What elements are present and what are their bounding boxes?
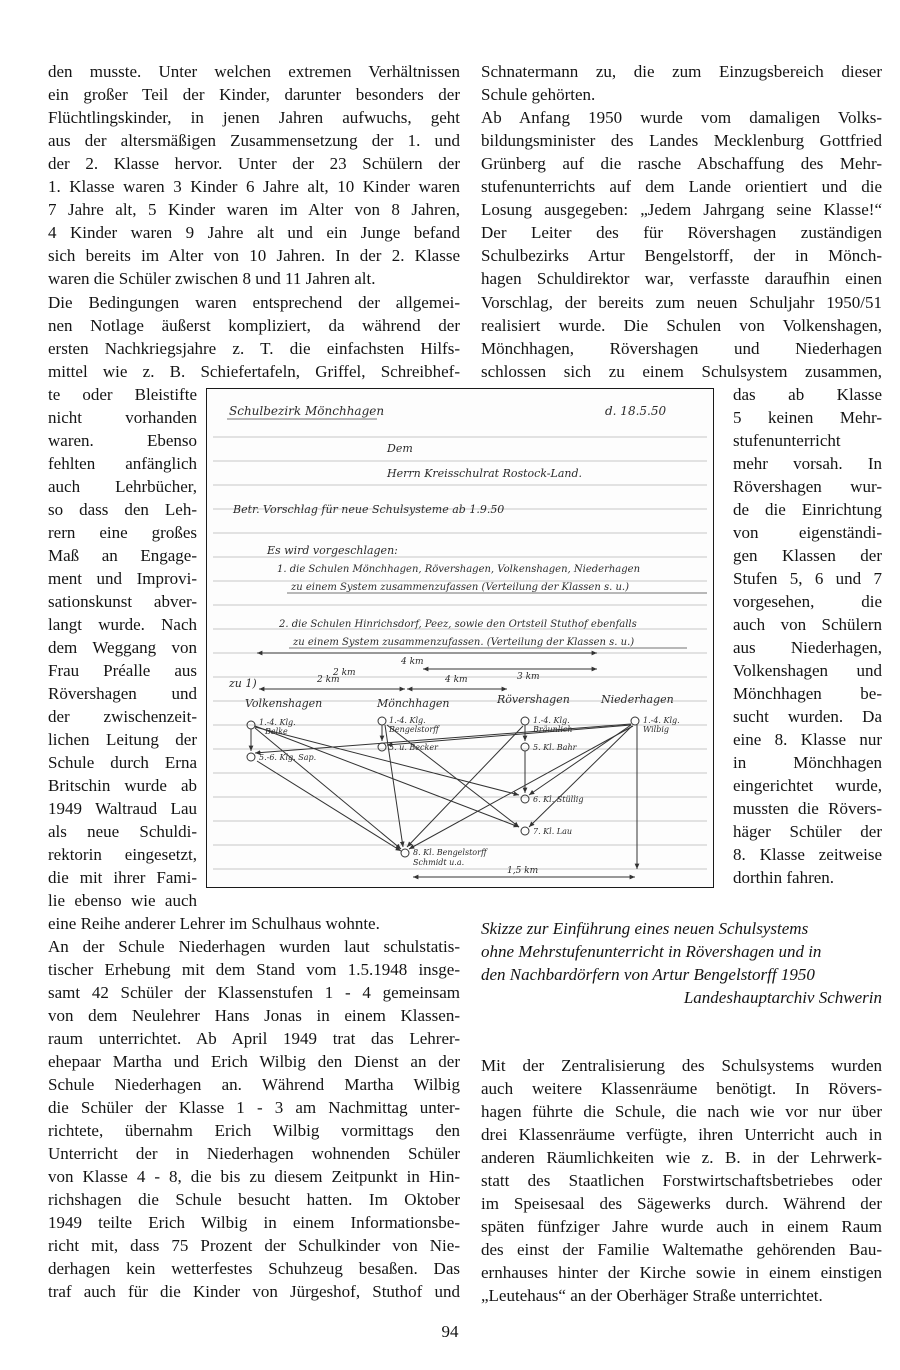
sketch-node-label: 5. Kl. Bahr — [533, 743, 577, 752]
text-line: raum unterrichtet. Ab April 1949 trat das Lehrer- — [48, 1029, 460, 1048]
sketch-node-label: 7. Kl. Lau — [533, 827, 573, 836]
text-line: Der Leiter des für Rövershagen zuständigen — [481, 223, 882, 242]
text-line: auch von Schülern — [733, 615, 882, 634]
text-line: als neue Schuldi- — [48, 822, 197, 841]
sketch-item2-line1: 2. die Schulen Hinrichsdorf, Peez, sowie den Ortsteil Stuthof ebenfalls — [279, 619, 637, 630]
text-line: die Schüler der Klasse 1 - 3 am Nachmittag unter- — [48, 1098, 460, 1117]
sketch-distance: 1,5 km — [507, 866, 539, 876]
text-line: 5 keinen Mehr- — [733, 408, 882, 427]
text-line: schlossen sich zu einem Schulsystem zusammen, — [481, 362, 882, 381]
text-line: ein großer Teil der Kinder, darunter besonders der — [48, 85, 460, 104]
text-line: „Leutehaus“ an der Oberhäger Straße unterrichtet. — [481, 1286, 823, 1305]
text-line: der 2. Klasse hervor. Unter der 23 Schülern der — [48, 154, 460, 173]
text-line: des einst der Familie Waltemathe gehörenden Bau- — [481, 1240, 882, 1259]
text-line: Schulbezirks Artur Bengelstorff, der in Mönch- — [481, 246, 882, 265]
text-line: Ab Anfang 1950 wurde vom damaligen Volks- — [481, 108, 882, 127]
text-line: anderen Räumlichkeiten wie z. B. in der Lehrwerk- — [481, 1148, 882, 1167]
text-line: 4 Kinder waren 9 Jahre alt und ein Junge befand — [48, 223, 460, 242]
text-line: Schule durch Erna — [48, 753, 197, 772]
text-line: ersten Nachkriegsjahre z. T. die einfachsten Hilfs- — [48, 339, 460, 358]
text-line: An der Schule Niederhagen wurden laut schulstatis- — [48, 937, 460, 956]
sketch-village-niederhagen: Niederhagen — [601, 693, 674, 706]
text-line: der zwischenzeit- — [48, 707, 197, 726]
text-line: Grünberg auf die rasche Abschaffung des Mehr- — [481, 154, 882, 173]
text-line: nicht vorhanden — [48, 408, 197, 427]
text-line: samt 42 Schüler der Klassenstufen 1 - 4 gemeinsam — [48, 983, 460, 1002]
text-line: rektorin eingesetzt, — [48, 845, 197, 864]
sketch-item1-line2: zu einem System zusammenzufassen (Verteilung der Klassen s. u.) — [291, 582, 629, 593]
text-line: waren. Ebenso — [48, 431, 197, 450]
text-line: bildungsminister des Landes Mecklenburg Gottfried — [481, 131, 882, 150]
text-line: Schnatermann zu, die zum Einzugsbereich dieser — [481, 62, 882, 81]
text-line: Frau Préalle aus — [48, 661, 197, 680]
sketch-node-label: 8. Kl. Bengelstorff — [413, 848, 487, 857]
archive-sketch-image — [206, 388, 714, 888]
text-line: hagen führte die Schule, die nach wie vor nur über — [481, 1102, 882, 1121]
sketch-proposal-intro: Es wird vorgeschlagen: — [267, 544, 398, 557]
text-line: tischer Erhebung mit dem Stand vom 1.5.1948 insge- — [48, 960, 460, 979]
text-line: stufenunterricht — [733, 431, 841, 450]
sketch-distance: 2 km — [333, 668, 356, 678]
text-line: auch Lehrbücher, — [48, 477, 197, 496]
text-line: in Mönchhagen — [733, 753, 882, 772]
sketch-node-label: 5.-6. Klg. Sap. — [259, 753, 317, 762]
text-line: die mit ihrer Fami- — [48, 868, 197, 887]
sketch-distance: 4 km — [445, 675, 468, 685]
caption-line: Skizze zur Einführung eines neuen Schulsystems — [481, 919, 809, 938]
sketch-node-label: 1.-4. Klg. — [533, 716, 570, 725]
text-line: de die Einrichtung — [733, 500, 882, 519]
text-line: sucht wurden. Da — [733, 707, 882, 726]
text-line: ehepaar Martha und Erich Wilbig den Dienst an der — [48, 1052, 460, 1071]
text-line: drei Klassenräume verfügte, ihren Unterricht auch in — [481, 1125, 882, 1144]
text-line: Stufen 5, 6 und 7 — [733, 569, 882, 588]
text-line: Mönchhagen be- — [733, 684, 882, 703]
sketch-village-roevershagen: Rövershagen — [497, 693, 570, 706]
text-line: richt mit, dass 75 Prozent der Schulkinder von Nie- — [48, 1236, 460, 1255]
text-line: traf auch für die Kinder von Jürgeshof, Stuthof und — [48, 1282, 460, 1301]
text-line: Volkenshagen und — [733, 661, 882, 680]
text-line: von Klasse 4 - 8, die bis zu diesem Zeitpunkt in Hin- — [48, 1167, 460, 1186]
text-line: Die Bedingungen waren entsprechend der allgemei- — [48, 293, 460, 312]
text-line: mussten die Rövers- — [733, 799, 882, 818]
text-line: langt wurde. Nach — [48, 615, 197, 634]
sketch-node-label: 1.-4. Klg. — [643, 716, 680, 725]
text-line: eine Reihe anderer Lehrer im Schulhaus wohnte. — [48, 914, 380, 933]
text-line: sationskunst abver- — [48, 592, 197, 611]
text-line: stufenunterrichts auf dem Lande orientiert und die — [481, 177, 882, 196]
caption-line: ohne Mehrstufenunterricht in Rövershagen und in — [481, 942, 822, 961]
sketch-node-label: Balke — [265, 727, 288, 736]
sketch-village-moenchhagen: Mönchhagen — [377, 697, 450, 710]
text-line: Mönchhagen, Rövershagen und Niederhagen — [481, 339, 882, 358]
text-line: häger Schüler der — [733, 822, 882, 841]
sketch-to-line2: Herrn Kreisschulrat Rostock-Land. — [387, 467, 583, 480]
text-line: von dem Neulehrer Hans Jonas in einem Klassen- — [48, 1006, 460, 1025]
text-line: späten fünfziger Jahre wurde auch in einem Raum — [481, 1217, 882, 1236]
sketch-distance: 2 km — [317, 675, 340, 685]
sketch-distance: 3 km — [517, 672, 540, 682]
text-line: Unterricht der in Niederhagen wohnenden Schüler — [48, 1144, 460, 1163]
caption-source: Landeshauptarchiv Schwerin — [683, 988, 882, 1007]
text-line: lichen Leitung der — [48, 730, 197, 749]
sketch-item1-line1: 1. die Schulen Mönchhagen, Rövershagen, Volkenshagen, Niederhagen — [277, 564, 641, 575]
text-line: dorthin fahren. — [733, 868, 835, 887]
text-line: dem Weggang von — [48, 638, 197, 657]
text-line: 1949 Waltraud Lau — [48, 799, 197, 818]
sketch-node-label: Wilbig — [643, 725, 669, 734]
text-line: Schule gehörten. — [481, 85, 596, 104]
text-line: so dass den Leh- — [48, 500, 197, 519]
text-line: eingerichtet wurde, — [733, 776, 882, 795]
text-line: realisiert wurde. Die Schulen von Volkenshagen, — [481, 316, 882, 335]
sketch-village-volkenshagen: Volkenshagen — [245, 697, 323, 710]
text-line: eine 8. Klasse nur — [733, 730, 882, 749]
text-line: 1949 teilte Erich Wilbig in einem Informationsbe- — [48, 1213, 460, 1232]
text-line: den musste. Unter welchen extremen Verhältnissen — [48, 62, 460, 81]
text-line: 1. Klasse waren 3 Kinder 6 Jahre alt, 10 Kinder waren — [48, 177, 460, 196]
text-line: mittel wie z. B. Schiefertafeln, Griffel, Schreibhef- — [48, 362, 460, 381]
text-line: richshagen die Schule besucht hatten. Im Oktober — [48, 1190, 460, 1209]
text-line: das ab Klasse — [733, 385, 882, 404]
text-line: 8. Klasse zeitweise — [733, 845, 882, 864]
text-line: lie ebenso wie auch — [48, 891, 197, 910]
sketch-item2-line2: zu einem System zusammenzufassen. (Verteilung der Klassen s. u.) — [293, 637, 635, 648]
text-line: rern eine großes — [48, 523, 197, 542]
text-line: Mit der Zentralisierung des Schulsystems wurden — [481, 1056, 882, 1075]
text-line: waren die Schüler zwischen 8 und 11 Jahren alt. — [48, 269, 376, 288]
sketch-node-label: 1.-4. Klg. — [389, 716, 426, 725]
text-line: Britschin wurde ab — [48, 776, 197, 795]
text-line: statt des Staatlichen Forstwirtschaftsbetriebes oder — [481, 1171, 882, 1190]
text-line: aus der altersmäßigen Zusammensetzung der 1. und — [48, 131, 460, 150]
sketch-marker: zu 1) — [229, 677, 257, 690]
sketch-header-date: d. 18.5.50 — [605, 404, 667, 418]
sketch-node-label: Bengelstorff — [389, 725, 439, 734]
text-line: gen Klassen der — [733, 546, 882, 565]
page-number: 94 — [441, 1322, 459, 1341]
text-line: richtete, übernahm Erich Wilbig vormittags den — [48, 1121, 460, 1140]
text-line: Schule Niederhagen an. Während Martha Wilbig — [48, 1075, 460, 1094]
text-line: im Speisesaal des Sägewerks durch. Während der — [481, 1194, 882, 1213]
text-line: Rövershagen und — [48, 684, 197, 703]
text-line: hagen Schuldirektor war, verfasste daraufhin einen — [481, 269, 882, 288]
sketch-to-line1: Dem — [387, 442, 413, 455]
text-line: von eigenständi- — [733, 523, 882, 542]
text-line: ernhauses hinter der Kirche sowie in einem einstigen — [481, 1263, 882, 1282]
sketch-node-label: 5. u. Becker — [389, 743, 438, 752]
text-line: ment und Improvi- — [48, 569, 197, 588]
text-line: derhagen kein wetterfestes Schuhzeug besaßen. Das — [48, 1259, 460, 1278]
text-line: te oder Bleistifte — [48, 385, 197, 404]
sketch-node-label: 1.-4. Klg. — [259, 718, 296, 727]
caption-line: den Nachbardörfern von Artur Bengelstorff 1950 — [481, 965, 815, 984]
text-line: Flüchtlingskinder, in jenen Jahren aufwuchs, geht — [48, 108, 460, 127]
sketch-node-label: 6. Kl. Stüllig — [533, 795, 584, 804]
sketch-subject: Betr. Vorschlag für neue Schulsysteme ab 1.9.50 — [233, 503, 505, 516]
text-line: 7 Jahre alt, 5 Kinder waren im Alter von 8 Jahren, — [48, 200, 460, 219]
sketch-node-label: Bräunlich — [533, 725, 573, 734]
text-line: auch weitere Klassenräume benötigt. In Rövers- — [481, 1079, 882, 1098]
text-line: vorgesehen, die — [733, 592, 882, 611]
sketch-distance: 4 km — [401, 657, 424, 667]
text-line: Losung ausgegeben: „Jedem Jahrgang seine Klasse!“ — [481, 200, 882, 219]
text-line: mehr vorsah. In — [733, 454, 882, 473]
text-line: fehlten anfänglich — [48, 454, 197, 473]
text-line: aus Niederhagen, — [733, 638, 882, 657]
text-line: sich bereits im Alter von 10 Jahren. In der 2. Klasse — [48, 246, 460, 265]
text-line: nen Notlage äußerst kompliziert, da während der — [48, 316, 460, 335]
sketch-header-left: Schulbezirk Mönchhagen — [229, 404, 385, 418]
sketch-node-label: Schmidt u.a. — [413, 858, 465, 867]
text-line: Maß an Engage- — [48, 546, 197, 565]
text-line: Vorschlag, der bereits zum neuen Schuljahr 1950/51 — [481, 293, 882, 312]
text-line: Rövershagen wur- — [733, 477, 882, 496]
